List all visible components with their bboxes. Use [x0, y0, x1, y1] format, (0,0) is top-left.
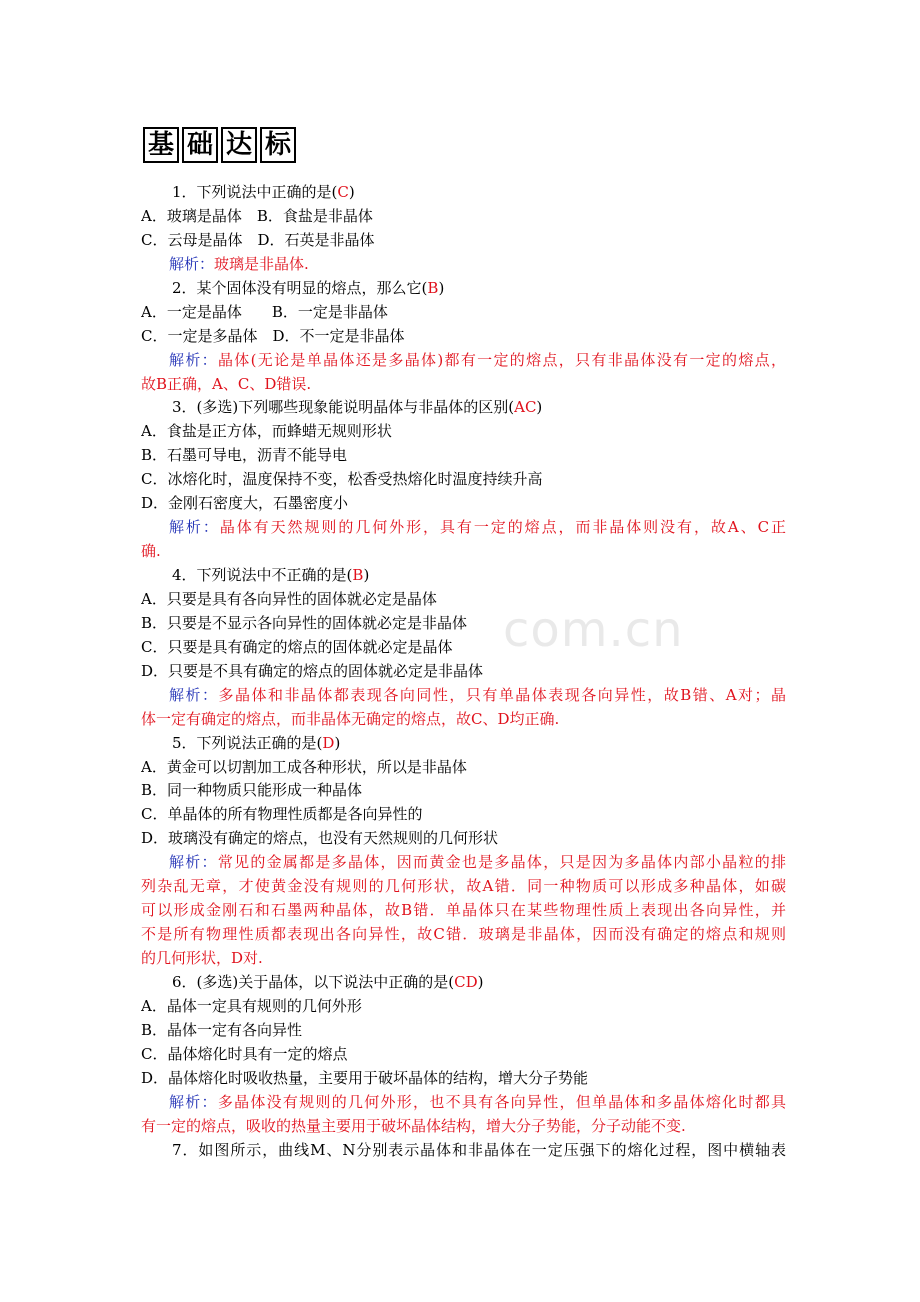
option-line: B．晶体一定有各向异性	[141, 1020, 303, 1039]
question-stem: 2．某个固体没有明显的熔点，那么它(B)	[172, 278, 445, 297]
option-line: A．食盐是正方体，而蜂蜡无规则形状	[141, 422, 392, 441]
analysis-line: 不是所有物理性质都表现出各向异性，故C错．玻璃是非晶体，因而没有确定的熔点和规则	[141, 925, 786, 944]
option-line: C．只要是具有确定的熔点的固体就必定是晶体	[141, 637, 453, 656]
analysis-line: 故B正确，A、C、D错误.	[141, 374, 312, 393]
option-line: A．晶体一定具有规则的几何外形	[141, 996, 362, 1015]
analysis-line: 解析：多晶体和非晶体都表现各向同性，只有单晶体表现各向异性，故B错、A对；晶	[169, 685, 786, 704]
heading-char: 基	[143, 127, 179, 163]
option-line: B．同一种物质只能形成一种晶体	[141, 781, 363, 800]
option-line: C．冰熔化时，温度保持不变，松香受热熔化时温度持续升高	[141, 470, 543, 489]
option-line: A．只要是具有各向异性的固体就必定是晶体	[141, 589, 437, 608]
analysis-line: 体一定有确定的熔点，而非晶体无确定的熔点，故C、D均正确.	[141, 709, 560, 728]
option-line: C．单晶体的所有物理性质都是各向异性的	[141, 805, 423, 824]
option-line: D．晶体熔化时吸收热量，主要用于破坏晶体的结构，增大分子势能	[141, 1068, 589, 1087]
analysis-line: 解析：常见的金属都是多晶体，因而黄金也是多晶体，只是因为多晶体内部小晶粒的排	[169, 853, 786, 872]
option-line: A．黄金可以切割加工成各种形状，所以是非晶体	[141, 757, 467, 776]
question-stem: 6．(多选)关于晶体，以下说法中正确的是(CD)	[172, 972, 484, 991]
analysis-line: 确.	[141, 542, 161, 561]
analysis-line: 可以形成金刚石和石墨两种晶体，故B错．单晶体只在某些物理性质上表现出各向异性，并	[141, 901, 786, 920]
option-line: B．石墨可导电，沥青不能导电	[141, 446, 348, 465]
option-line: C．云母是晶体 D．石英是非晶体	[141, 230, 375, 249]
question-list	[141, 181, 786, 1162]
option-line: A．玻璃是晶体 B．食盐是非晶体	[141, 206, 373, 225]
option-line: D．金刚石密度大，石墨密度小	[141, 494, 349, 513]
question-stem: 5．下列说法正确的是(D)	[172, 733, 341, 752]
question-stem: 1．下列说法中正确的是(C)	[172, 183, 355, 201]
question-stem: 3．(多选)下列哪些现象能说明晶体与非晶体的区别(AC)	[172, 398, 543, 417]
option-line: C．一定是多晶体 D．不一定是非晶体	[141, 326, 405, 345]
analysis-line: 解析：晶体(无论是单晶体还是多晶体)都有一定的熔点，只有非晶体没有一定的熔点，	[169, 350, 786, 369]
analysis-line: 列杂乱无章，才使黄金没有规则的几何形状，故A错．同一种物质可以形成多种晶体，如碳	[141, 877, 786, 896]
question-stem: 4．下列说法中不正确的是(B)	[172, 566, 370, 584]
heading-char: 达	[221, 127, 257, 163]
heading-char: 础	[182, 127, 218, 163]
watermark: com.cn	[503, 602, 684, 658]
option-line: A．一定是晶体 B．一定是非晶体	[141, 302, 388, 321]
question-stem: 7．如图所示，曲线M、N分别表示晶体和非晶体在一定压强下的熔化过程，图中横轴表	[172, 1140, 786, 1159]
option-line: D．玻璃没有确定的熔点，也没有天然规则的几何形状	[141, 829, 499, 848]
heading-char: 标	[260, 127, 296, 163]
option-line: C．晶体熔化时具有一定的熔点	[141, 1044, 348, 1063]
analysis-line: 解析：多晶体没有规则的几何外形，也不具有各向异性，但单晶体和多晶体熔化时都具	[169, 1092, 786, 1111]
section-heading	[143, 127, 296, 163]
option-line: B．只要是不显示各向异性的固体就必定是非晶体	[141, 613, 468, 632]
analysis-line: 有一定的熔点，吸收的热量主要用于破坏晶体结构，增大分子势能，分子动能不变.	[141, 1116, 686, 1135]
analysis-line: 解析：晶体有天然规则的几何外形，具有一定的熔点，而非晶体则没有，故A、C正	[169, 518, 786, 537]
option-line: D．只要是不具有确定的熔点的固体就必定是非晶体	[141, 661, 484, 680]
analysis-line: 的几何形状，D对.	[141, 949, 263, 967]
analysis-line: 解析：玻璃是非晶体.	[169, 254, 309, 273]
